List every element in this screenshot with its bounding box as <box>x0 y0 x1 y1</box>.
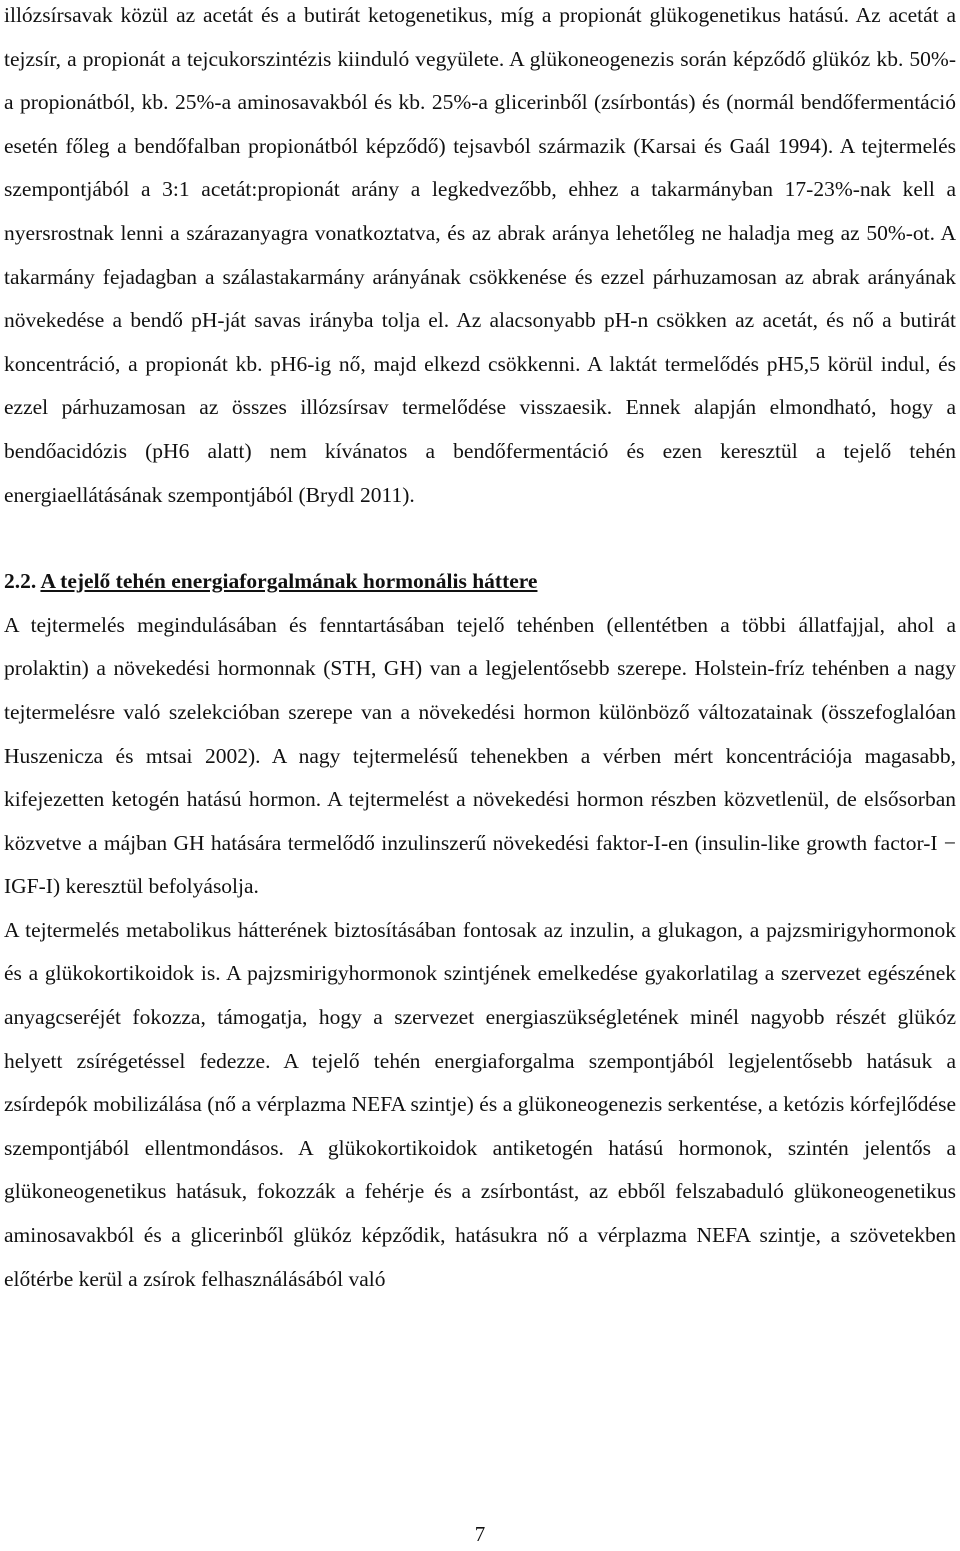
document-page <box>4 0 956 1301</box>
section-heading <box>4 560 956 604</box>
page-number: 7 <box>474 1522 486 1546</box>
body-paragraph: A tejtermelés megindulásában és fenntartásában tejelő tehénben (ellentétben a többi állatfajjal, ahol a prolaktin) a növekedési hormonnak (STH, GH) van a legjelentősebb szerepe. Holstein-fríz tehénben a nagy tejtermelésre való szelekcióban szerepe van a növekedési hormon különböző változatainak (összefoglalóan Huszenicza és mtsai 2002). A nagy tejtermelésű tehenekben a vérben mért koncentrációja magasabb, kifejezetten ketogén hatású hormon. A tejtermelést a növekedési hormon részben közvetlenül, de elsősorban közvetve a májban GH hatására termelődő inzulinszerű növekedési faktor-I-en (insulin-like growth factor-I − IGF-I) keresztül befolyásolja. <box>4 612 956 899</box>
section-title: A tejelő tehén energiaforgalmának hormonális háttere <box>40 569 538 594</box>
body-paragraph: illózsírsavak közül az acetát és a butirát ketogenetikus, míg a propionát glükogenetikus hatású. Az acetát a tejzsír, a propionát a tejcukorszintézis kiinduló vegyülete. A glükoneogenezis során képződő glükóz kb. 50%-a propionátból, kb. 25%-a aminosavakból és kb. 25%-a glicerinből (zsírbontás) és (normál bendőfermentáció esetén főleg a bendőfalban propionátból képződő) tejsavból származik (Karsai és Gaál 1994). A tejtermelés szempontjából a 3:1 acetát:propionát arány a legkedvezőbb, ehhez a takarmányban 17-23%-nak kell a nyersrostnak lenni a szárazanyagra vonatkoztatva, és az abrak aránya lehetőleg ne haladja meg az 50%-ot. A takarmány fejadagban a szálastakarmány arányának csökkenése és ezzel párhuzamosan az abrak arányának növekedése a bendő pH-ját savas irányba tolja el. Az alacsonyabb pH-n csökken az acetát, és nő a butirát koncentráció, a propionát kb. pH6-ig nő, majd elkezd csökkenni. A laktát termelődés pH5,5 körül indul, és ezzel párhuzamosan az összes illózsírsav termelődése visszaesik. Ennek alapján elmondható, hogy a bendőacidózis (pH6 alatt) nem kívánatos a bendőfermentáció és ezen keresztül a tejelő tehén energiaellátásának szempontjából (Brydl 2011). <box>4 3 956 507</box>
body-paragraph: A tejtermelés metabolikus hátterének biztosításában fontosak az inzulin, a glukagon, a pajzsmirigyhormonok és a glükokortikoidok is. A pajzsmirigyhormonok szintjének emelkedése gyakorlatilag a szervezet egészének anyagcseréjét fokozza, támogatja, hogy a szervezet energiaszükségletének minél nagyobb részét glükóz helyett zsírégetéssel fedezze. A tejelő tehén energiaforgalma szempontjából legjelentősebb hatásuk a zsírdepók mobilizálása (nő a vérplazma NEFA szintje) és a glükoneogenezis serkentése, a ketózis kórfejlődése szempontjából ellentmondásos. A glükokortikoidok antiketogén hatású hormonok, szintén jelentős a glükoneogenetikus hatásuk, fokozzák a fehérje és a zsírbontást, az ebből felszabaduló glükoneogenetikus aminosavakból és a glicerinből glükóz képződik, hatásukra nő a vérplazma NEFA szintje, a szövetekben előtérbe kerül a zsírok felhasználásából való <box>4 917 956 1291</box>
section-number: 2.2. <box>4 569 37 594</box>
